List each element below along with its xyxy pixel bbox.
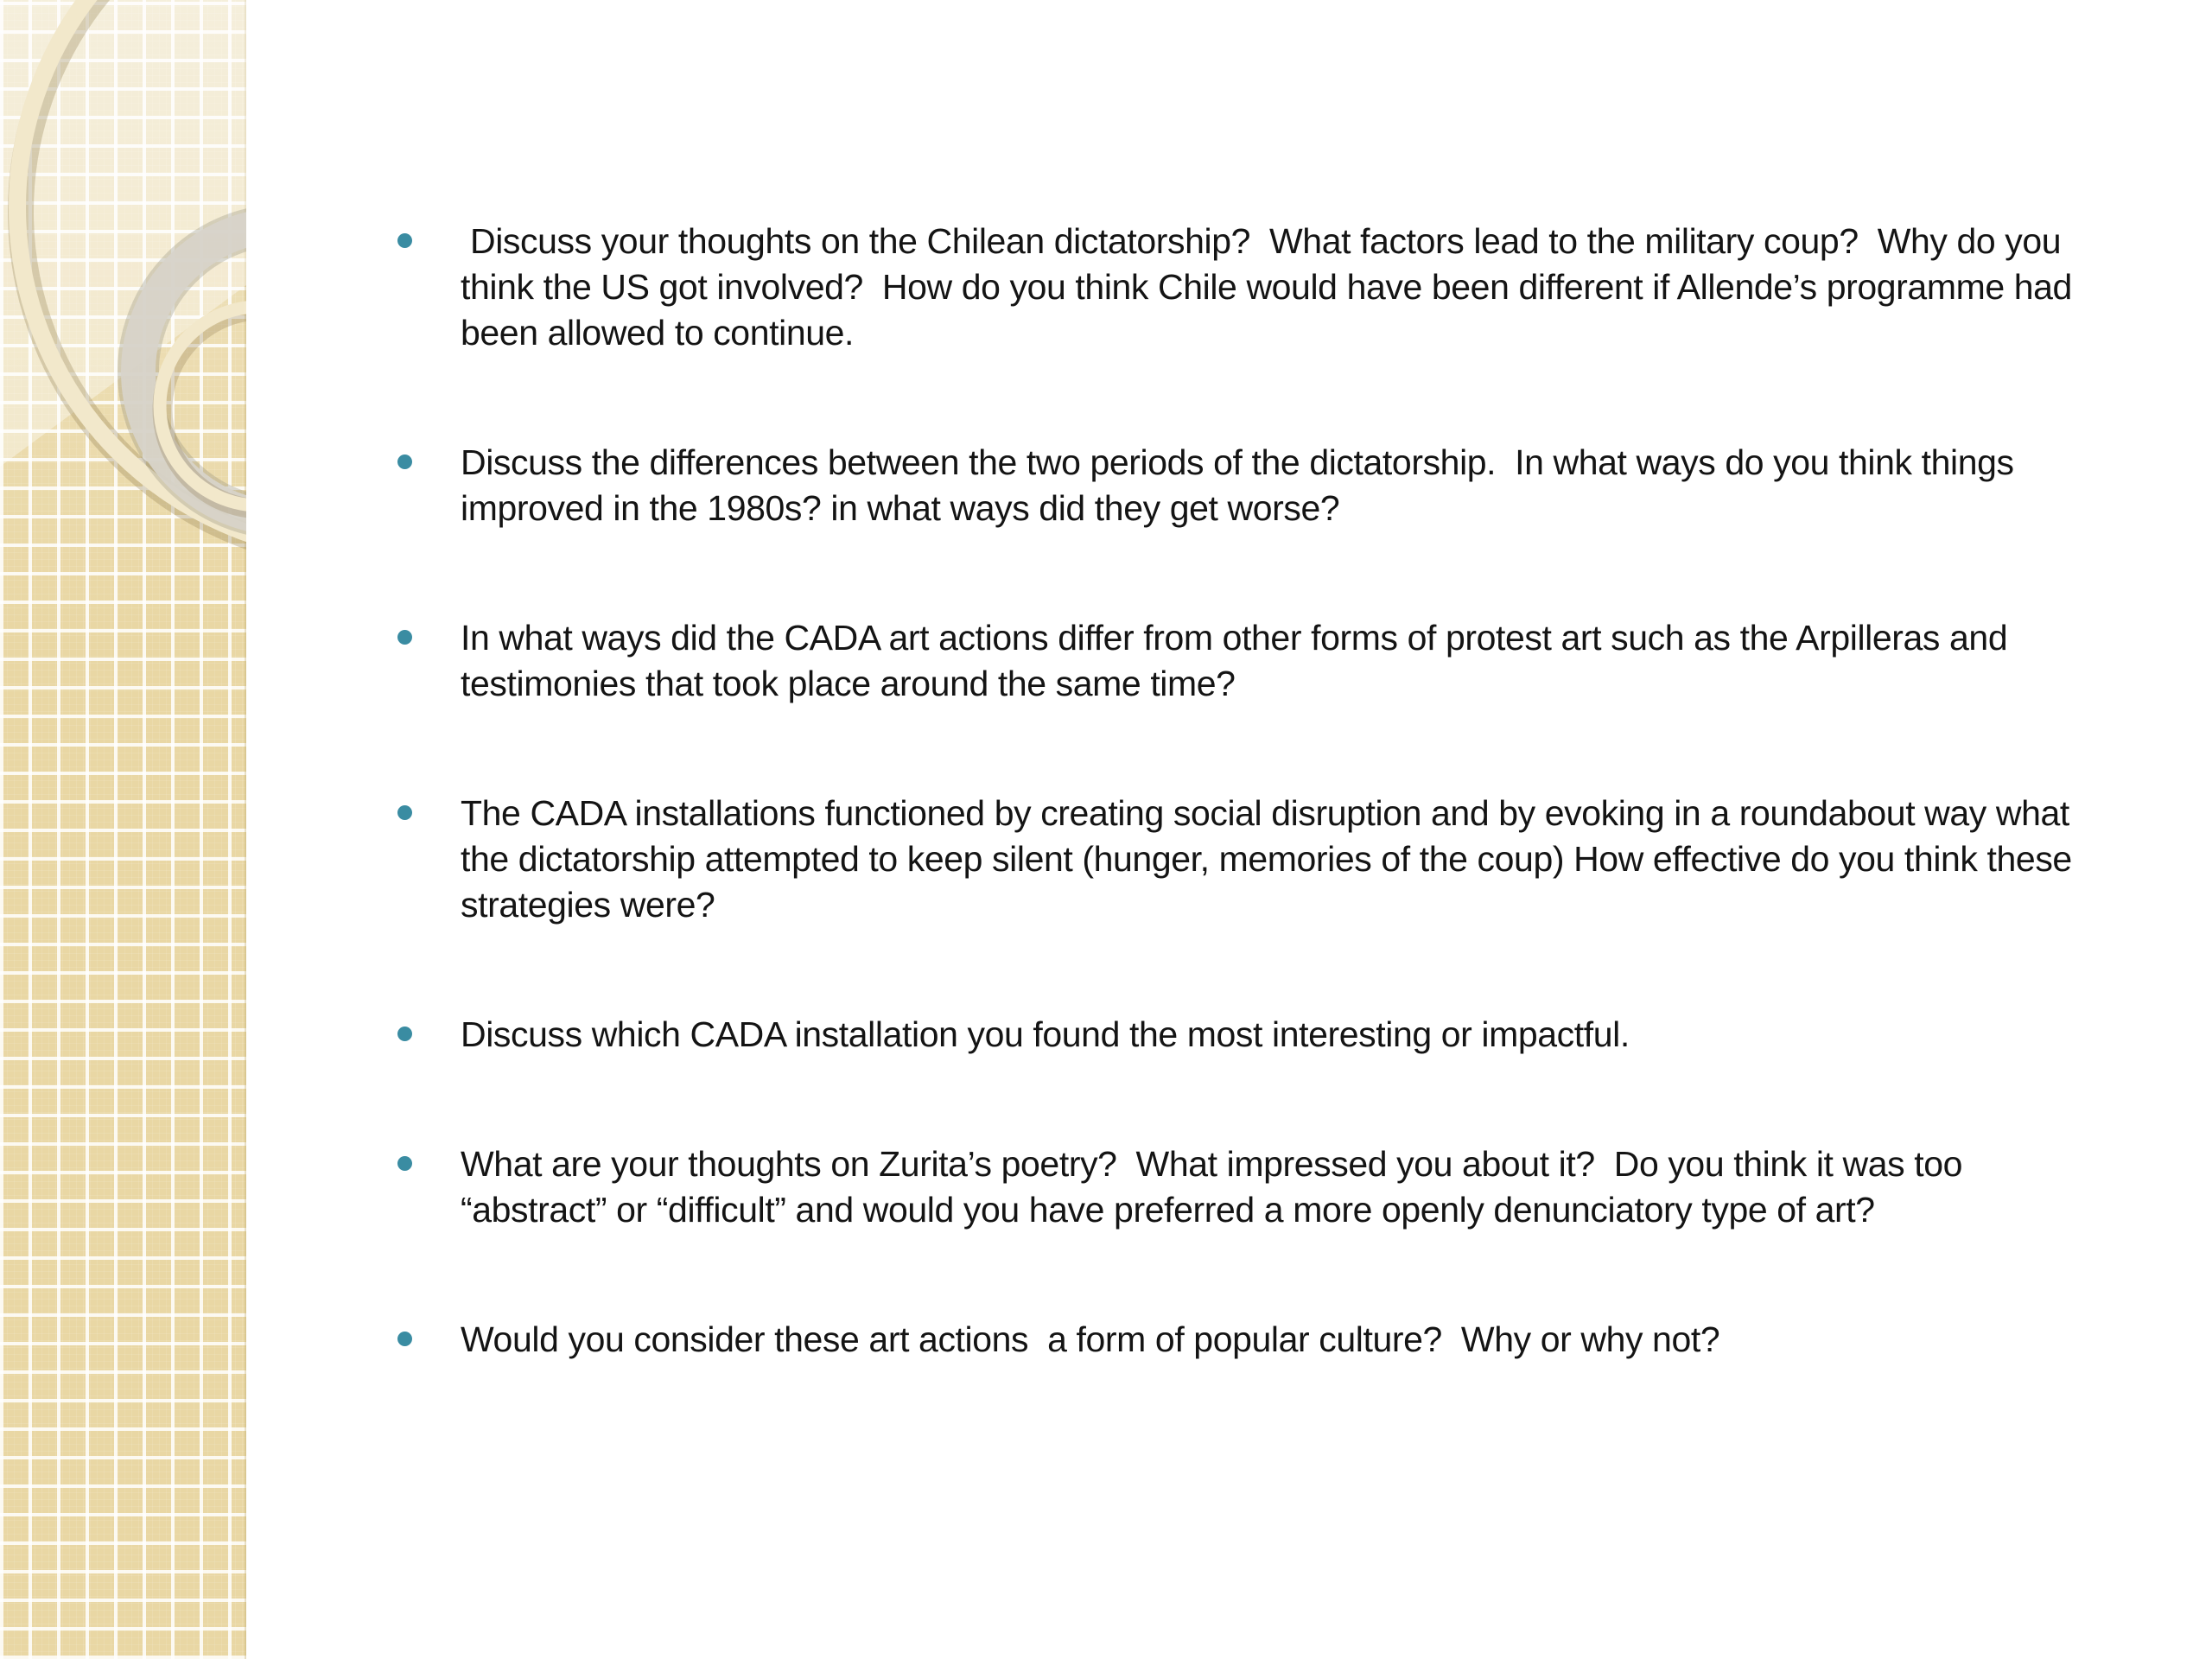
bullet-item xyxy=(397,219,2082,356)
bullet-item xyxy=(397,615,2082,707)
bullet-text: Discuss your thoughts on the Chilean dictatorship? What factors lead to the military coup? Why do you think the US got involved? How do you think Chile would have been different if Allende’s programme had been allowed to continue. xyxy=(461,221,2082,353)
bullet-text: Discuss the differences between the two periods of the dictatorship. In what ways do you think things improved in the 1980s? in what ways did they get worse? xyxy=(461,442,2024,528)
bullet-icon xyxy=(397,454,412,469)
sidebar-decoration xyxy=(0,0,246,1659)
bullet-icon xyxy=(397,1027,412,1041)
bullet-item xyxy=(397,1317,2082,1363)
bullet-item xyxy=(397,1012,2082,1058)
bullet-icon xyxy=(397,630,412,645)
bullet-icon xyxy=(397,1156,412,1171)
bullet-item xyxy=(397,791,2082,928)
bullet-item xyxy=(397,440,2082,531)
bullet-icon xyxy=(397,1332,412,1346)
bullet-item xyxy=(397,1141,2082,1233)
bullet-text: In what ways did the CADA art actions differ from other forms of protest art such as the Arpilleras and testimonies that took place around the same time? xyxy=(461,618,2027,703)
bullet-text: The CADA installations functioned by creating social disruption and by evoking in a roundabout way what the dictatorship attempted to keep silent (hunger, memories of the coup) How effective do you think these strategies were? xyxy=(461,793,2082,925)
bullet-text: What are your thoughts on Zurita’s poetry? What impressed you about it? Do you think it was too “abstract” or “difficult” and would you have preferred a more openly denunciatory type of art? xyxy=(461,1144,1973,1230)
bullet-icon xyxy=(397,805,412,820)
bullet-icon xyxy=(397,233,412,248)
sidebar-ornament xyxy=(0,0,246,1659)
bullet-list xyxy=(246,0,2082,1363)
slide-body xyxy=(246,0,2212,1659)
bullet-text: Discuss which CADA installation you found the most interesting or impactful. xyxy=(461,1014,1630,1054)
bullet-text: Would you consider these art actions a form of popular culture? Why or why not? xyxy=(461,1319,1720,1359)
